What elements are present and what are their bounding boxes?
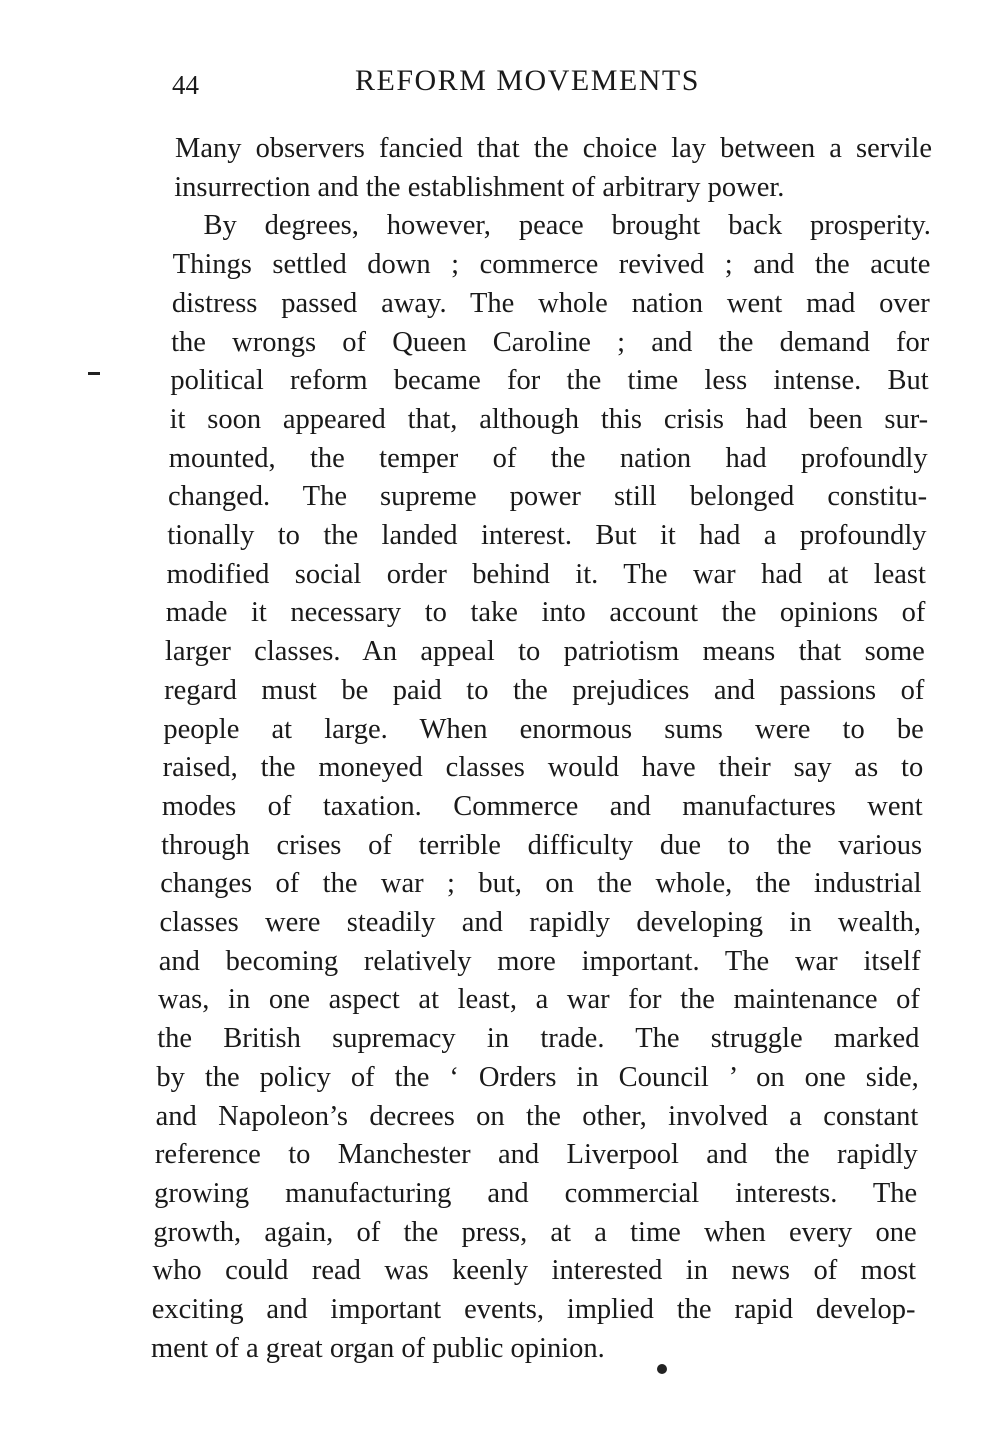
text-line: By degrees, however, peace brought back prosperity. xyxy=(203,210,931,242)
text-line: Things settled down ; commerce revived ; and the acute xyxy=(172,249,931,281)
text-line: insurrection and the establishment of arbitrary power. xyxy=(174,171,785,203)
text-line: regard must be paid to the prejudices and passions of xyxy=(164,674,925,706)
text-line: exciting and important events, implied the rapid develop- xyxy=(151,1294,916,1325)
text-line: the wrongs of Queen Caroline ; and the demand for xyxy=(171,326,930,358)
text-line: was, in one aspect at least, a war for the maintenance of xyxy=(157,984,920,1016)
scan-speck xyxy=(657,1364,667,1374)
text-line: and Napoleon’s decrees on the other, involved a constant xyxy=(155,1100,919,1132)
text-line: the British supremacy in trade. The struggle marked xyxy=(157,1023,920,1055)
text-line: changed. The supreme power still belonged constitu- xyxy=(168,481,928,513)
text-line: tionally to the landed interest. But it had a profoundly xyxy=(167,520,927,551)
text-line: and becoming relatively more important. The war itself xyxy=(158,945,921,977)
text-line: it soon appeared that, although this crisis had been sur- xyxy=(169,403,929,435)
text-line: Many observers fancied that the choice lay between a servile xyxy=(175,133,932,164)
scan-speck xyxy=(88,372,100,375)
text-line: people at large. When enormous sums were to be xyxy=(163,713,924,745)
text-line: through crises of terrible difficulty due to the various xyxy=(161,829,923,861)
page-number: 44 xyxy=(172,70,199,100)
text-line: larger classes. An appeal to patriotism means that some xyxy=(164,636,925,668)
text-line: raised, the moneyed classes would have their say as to xyxy=(162,752,924,784)
running-head: REFORM MOVEMENTS xyxy=(355,64,700,97)
text-line: distress passed away. The whole nation went mad over xyxy=(171,287,930,319)
text-line: by the policy of the ‘ Orders in Council ’ on one side, xyxy=(156,1061,919,1093)
text-line: classes were steadily and rapidly developing in wealth, xyxy=(159,907,922,938)
text-line: political reform became for the time less intense. But xyxy=(170,365,929,397)
text-line: made it necessary to take into account the opinions of xyxy=(165,597,926,629)
text-line: reference to Manchester and Liverpool and the rapidly xyxy=(154,1139,918,1171)
text-line: growth, again, of the press, at a time when every one xyxy=(153,1216,917,1248)
text-line: ment of a great organ of public opinion. xyxy=(151,1332,605,1364)
text-line: changes of the war ; but, on the whole, the industrial xyxy=(160,868,922,900)
text-line: modes of taxation. Commerce and manufactures went xyxy=(161,790,923,822)
text-line: mounted, the temper of the nation had profoundly xyxy=(168,442,928,474)
text-line: modified social order behind it. The war had at least xyxy=(166,558,926,590)
text-line: growing manufacturing and commercial interests. The xyxy=(154,1177,918,1209)
text-line: who could read was keenly interested in news of most xyxy=(152,1255,917,1287)
